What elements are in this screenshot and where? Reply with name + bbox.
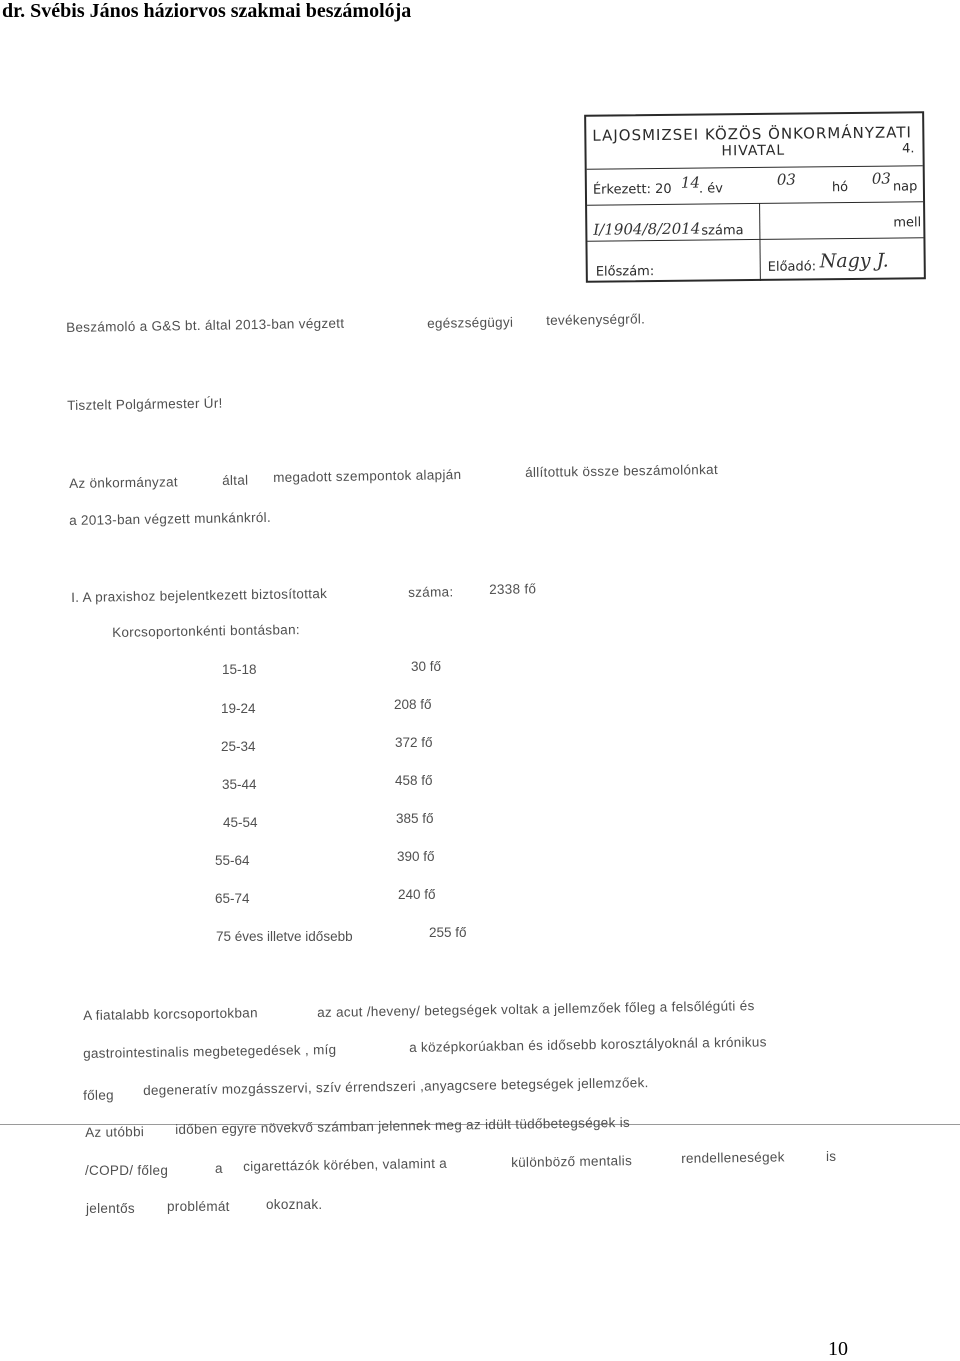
stamp-prev-label: Előszám: (595, 264, 655, 280)
para1-line2-b: a középkorúakban és idősebb korosztályoknál a krónikus (409, 1034, 767, 1055)
stamp-office-name: LAJOSMIZSEI KÖZÖS ÖNKORMÁNYZATI (592, 123, 912, 145)
para2-line3-a: jelentős (86, 1201, 135, 1216)
para1-line3-b: degeneratív mozgásszervi, szív érrendszeri ,anyagcsere betegségek jellemzőek. (143, 1075, 649, 1098)
section1-label: I. A praxishoz bejelentkezett biztosítottak (71, 585, 328, 605)
section1-count: 2338 fő (489, 581, 537, 597)
para1-line3-a: főleg (83, 1087, 115, 1103)
age-group-label: 65-74 (215, 891, 250, 906)
stamp-received-day: 03 (871, 169, 892, 188)
intro-part2: által (222, 472, 249, 488)
para2-line1-a: Az utóbbi (85, 1124, 145, 1140)
stamp-received-label: Érkezett: 20 (592, 181, 672, 198)
para2-line2-f: is (826, 1149, 837, 1164)
para1-line1-b: az acut /heveny/ betegségek voltak a jellemzőek főleg a felsőlégúti és (317, 998, 755, 1020)
age-group-count: 30 fő (411, 659, 442, 674)
para2-line3-c: okoznak. (266, 1197, 323, 1212)
intro-line2: a 2013-ban végzett munkánkról. (69, 509, 272, 528)
subject-part3: tevékenységről. (546, 311, 646, 328)
stamp-attachment-label: mell (893, 215, 922, 231)
intro-part4: állítottuk össze beszámolónkat (525, 461, 719, 480)
para2-line2-c: cigarettázók körében, valamint a (243, 1155, 448, 1174)
stamp-divider (759, 239, 760, 281)
intro-part3: megadott szempontok alapján (273, 467, 462, 485)
age-breakdown-title: Korcsoportonkénti bontásban: (112, 622, 300, 640)
stamp-received-month: 03 (776, 170, 797, 189)
stamp-received-year: 14 (680, 173, 701, 192)
stamp-officer-label: Előadó: (767, 259, 817, 275)
age-group-label: 75 éves illetve idősebb (216, 929, 353, 944)
para2-line3-b: problémát (167, 1199, 230, 1214)
stamp-reg-number: I/1904/8/2014 (593, 219, 701, 239)
para2-line2-e: rendelleneségek (681, 1149, 785, 1166)
stamp-month-label: hó (831, 180, 849, 196)
section1-count-label: száma: (408, 584, 454, 600)
age-group-label: 35-44 (222, 777, 257, 792)
para2-line2-d: különböző mentalis (511, 1153, 633, 1170)
age-group-count: 240 fő (398, 887, 436, 902)
intro-part1: Az önkormányzat (69, 474, 179, 491)
stamp-divider (587, 201, 923, 206)
stamp-office-sub: HIVATAL (721, 142, 786, 160)
stamp-day-label: nap (892, 179, 918, 195)
stamp-number: 4. (902, 141, 915, 157)
age-group-label: 15-18 (222, 662, 257, 677)
subject-part1: Beszámoló a G&S bt. által 2013-ban végzett (66, 315, 345, 335)
age-group-label: 25-34 (221, 739, 256, 754)
age-group-count: 255 fő (429, 925, 467, 940)
age-group-label: 45-54 (223, 815, 258, 830)
para2-line1-b: időben egyre növekvő számban jelennek meg az idült tüdőbetegségek is (175, 1114, 631, 1137)
para2-line2-a: /COPD/ főleg (85, 1163, 169, 1178)
age-group-label: 55-64 (215, 853, 250, 868)
para2-line2-b: a (215, 1161, 223, 1176)
subject-part2: egészségügyi (427, 314, 514, 331)
stamp-divider (759, 203, 760, 239)
age-group-label: 19-24 (221, 701, 256, 716)
stamp-year-label: . év (698, 181, 723, 197)
page-title: dr. Svébis János háziorvos szakmai beszámolója (2, 0, 412, 22)
registry-stamp (584, 111, 926, 283)
para1-line1-a: A fiatalabb korcsoportokban (83, 1005, 258, 1023)
age-group-count: 372 fő (395, 735, 433, 750)
age-group-count: 385 fő (396, 811, 434, 826)
page-number: 10 (828, 1338, 848, 1360)
stamp-officer-signature: Nagy J. (819, 249, 889, 273)
age-group-count: 390 fő (397, 849, 435, 864)
para1-line2-a: gastrointestinalis megbetegedések , míg (83, 1042, 337, 1061)
stamp-reg-label: száma (701, 223, 744, 239)
age-group-count: 458 fő (395, 773, 433, 788)
age-group-count: 208 fő (394, 697, 432, 712)
salutation: Tisztelt Polgármester Úr! (67, 395, 223, 413)
